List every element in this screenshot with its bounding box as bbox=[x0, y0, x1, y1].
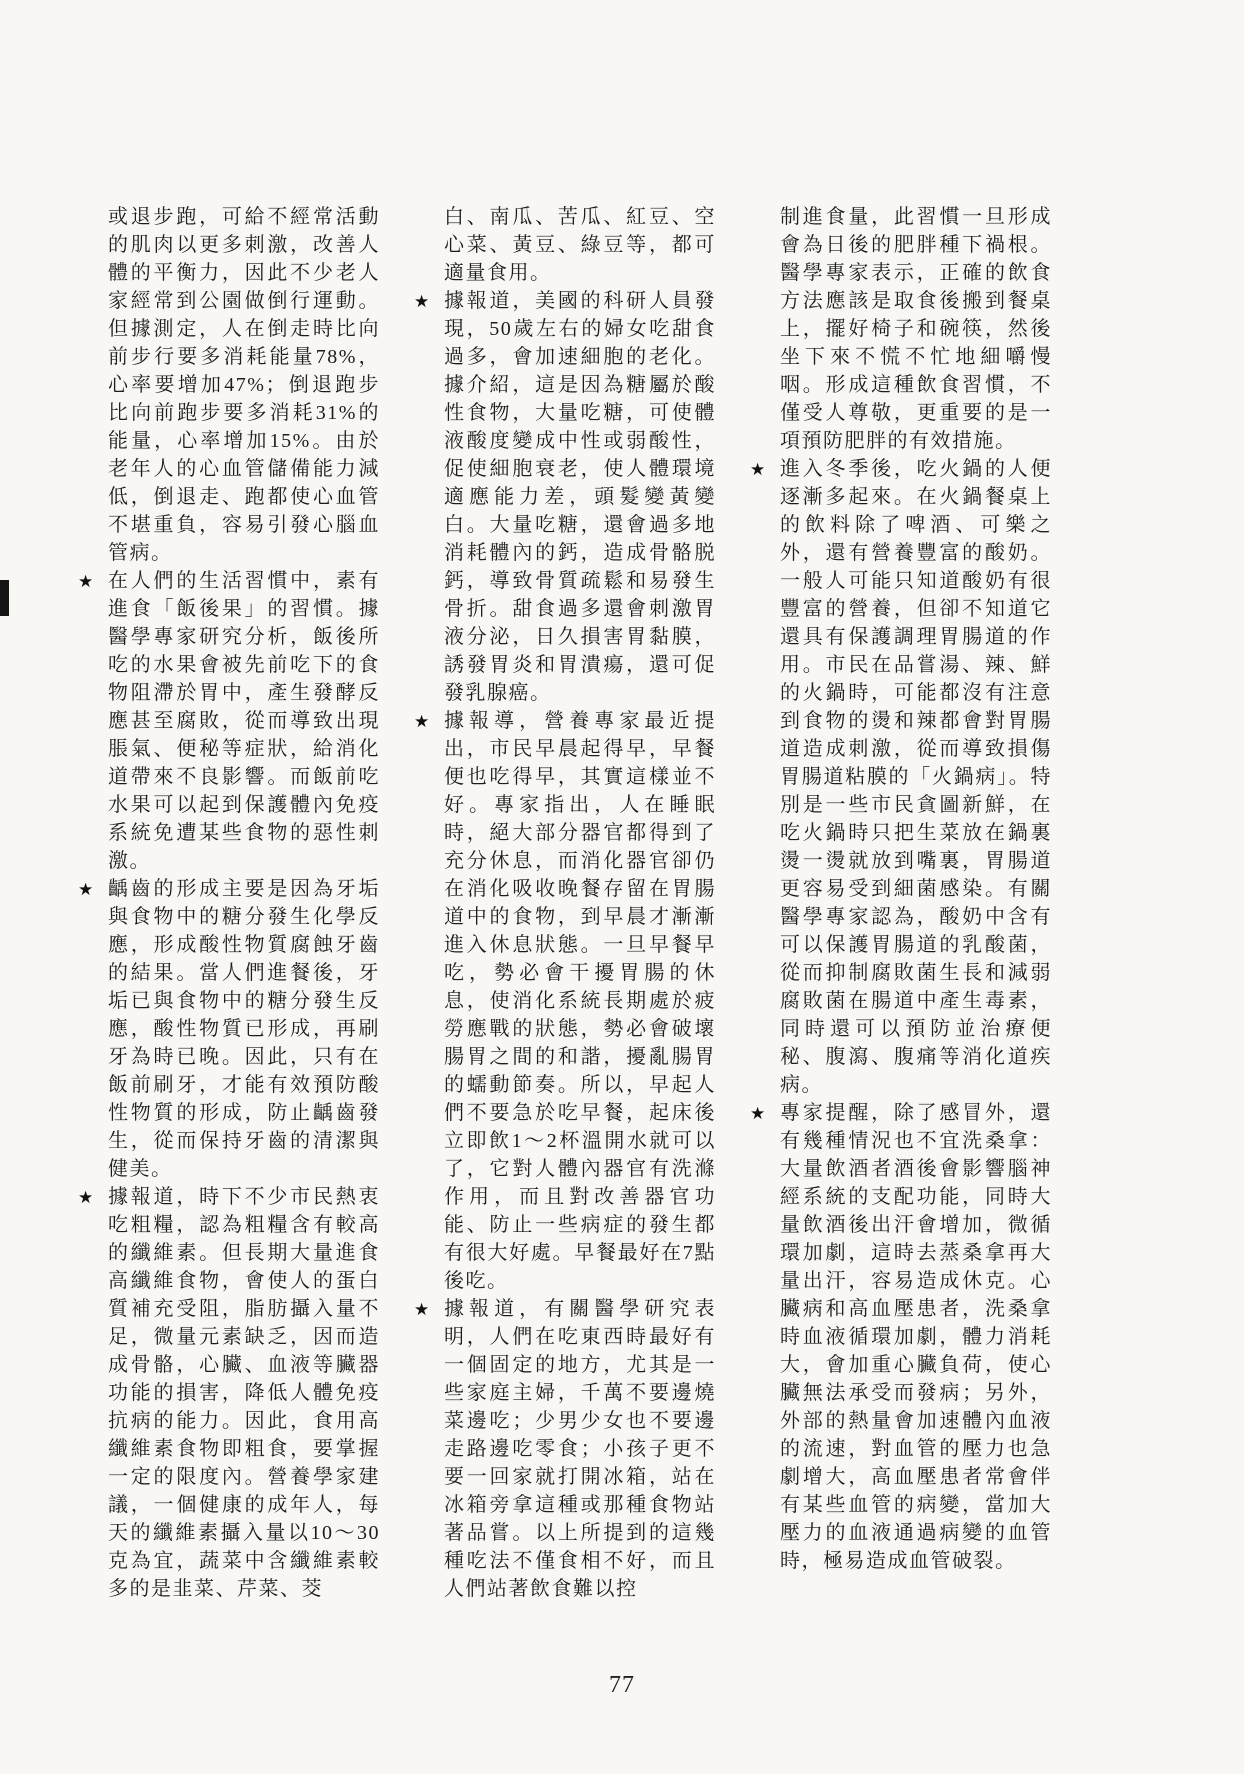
paragraph bbox=[78, 875, 380, 1183]
paragraph bbox=[414, 287, 716, 707]
paragraph bbox=[78, 203, 380, 567]
paragraph-text: 專家提醒，除了感冒外，還有幾種情況也不宜洗桑拿：大量飲酒者酒後會影響腦神經系統的支配功能，同時大量飲酒後出汗會增加，微循環加劇，這時去蒸桑拿再大量出汗，容易造成休克。心臟病和高血壓患者，洗桑拿時血液循環加劇，體力消耗大，會加重心臟負荷，使心臟無法承受而發病；另外，外部的熱量會加速體內血液的流速，對血管的壓力也急劇增大，高血壓患者常會伴有某些血管的病變，當加大壓力的血液通過病變的血管時，極易造成血管破裂。 bbox=[780, 1102, 1052, 1572]
paragraph-text: 在人們的生活習慣中，素有進食「飯後果」的習慣。據醫學專家研究分析，飯後所吃的水果會被先前吃下的食物阻滯於胃中，產生發酵反應甚至腐敗，從而導致出現脹氣、便秘等症狀，給消化道帶來不良影響。而飯前吃水果可以起到保護體內免疫系統免遭某些食物的惡性刺激。 bbox=[108, 570, 380, 872]
page-number: 77 bbox=[609, 1672, 635, 1698]
star-bullet-icon: ★ bbox=[414, 1300, 430, 1319]
star-bullet-icon: ★ bbox=[750, 1104, 766, 1123]
star-bullet-icon: ★ bbox=[78, 1188, 94, 1207]
paragraph bbox=[78, 1183, 380, 1603]
paragraph bbox=[414, 707, 716, 1295]
paragraph-text: 據報道，時下不少市民熱衷吃粗糧，認為粗糧含有較高的纖維素。但長期大量進食高纖維食物，會使人的蛋白質補充受阻，脂肪攝入量不足，微量元素缺乏，因而造成骨骼，心臟、血液等臟器功能的損害，降低人體免疫抗病的能力。因此，食用高纖維素食物即粗食，要掌握一定的限度內。營養學家建議，一個健康的成年人，每天的纖維素攝入量以10～30克為宜，蔬菜中含纖維素較多的是韭菜、芹菜、茭 bbox=[108, 1186, 380, 1600]
paragraph bbox=[414, 1295, 716, 1603]
paragraph-text: 白、南瓜、苦瓜、紅豆、空心菜、黃豆、綠豆等，都可適量食用。 bbox=[444, 206, 716, 284]
text-column-2 bbox=[414, 203, 716, 1603]
star-bullet-icon: ★ bbox=[750, 460, 766, 479]
paragraph bbox=[414, 203, 716, 287]
star-bullet-icon: ★ bbox=[78, 880, 94, 899]
paragraph bbox=[750, 1099, 1052, 1575]
star-bullet-icon: ★ bbox=[414, 712, 430, 731]
text-column-3 bbox=[750, 203, 1052, 1603]
paragraph-text: 據報道，有關醫學研究表明，人們在吃東西時最好有一個固定的地方，尤其是一些家庭主婦，千萬不要邊燒菜邊吃；少男少女也不要邊走路邊吃零食；小孩子更不要一回家就打開冰箱，站在冰箱旁拿這種或那種食物站著品嘗。以上所提到的這幾種吃法不僅食相不好，而且人們站著飲食難以控 bbox=[444, 1298, 716, 1600]
text-column-1 bbox=[78, 203, 380, 1603]
star-bullet-icon: ★ bbox=[78, 572, 94, 591]
page-body bbox=[78, 203, 1052, 1603]
paragraph-text: 據報導，營養專家最近提出，市民早晨起得早，早餐便也吃得早，其實這樣並不好。專家指出，人在睡眠時，絕大部分器官都得到了充分休息，而消化器官卻仍在消化吸收晚餐存留在胃腸道中的食物，到早晨才漸漸進入休息狀態。一旦早餐早吃，勢必會干擾胃腸的休息，使消化系統長期處於疲勞應戰的狀態，勢必會破壞腸胃之間的和諧，擾亂腸胃的蠕動節奏。所以，早起人們不要急於吃早餐，起床後立即飲1～2杯溫開水就可以了，它對人體內器官有洗滌作用，而且對改善器官功能、防止一些病症的發生都有很大好處。早餐最好在7點後吃。 bbox=[444, 710, 716, 1292]
paragraph bbox=[78, 567, 380, 875]
paragraph-text: 進入冬季後，吃火鍋的人便逐漸多起來。在火鍋餐桌上的飲料除了啤酒、可樂之外，還有營養豐富的酸奶。一般人可能只知道酸奶有很豐富的營養，但卻不知道它還具有保護調理胃腸道的作用。市民在品嘗湯、辣、鮮的火鍋時，可能都沒有注意到食物的燙和辣都會對胃腸道造成刺激，從而導致損傷胃腸道粘膜的「火鍋病」。特別是一些市民貪圖新鮮，在吃火鍋時只把生菜放在鍋裏燙一燙就放到嘴裏，胃腸道更容易受到細菌感染。有關醫學專家認為，酸奶中含有可以保護胃腸道的乳酸菌，從而抑制腐敗菌生長和減弱腐敗菌在腸道中產生毒素，同時還可以預防並治療便秘、腹瀉、腹痛等消化道疾病。 bbox=[780, 458, 1052, 1096]
paragraph bbox=[750, 203, 1052, 455]
paragraph-text: 制進食量，此習慣一旦形成會為日後的肥胖種下禍根。醫學專家表示，正確的飲食方法應該是取食後搬到餐桌上，擺好椅子和碗筷，然後坐下來不慌不忙地細嚼慢咽。形成這種飲食習慣，不僅受人尊敬，更重要的是一項預防肥胖的有效措施。 bbox=[780, 206, 1052, 452]
star-bullet-icon: ★ bbox=[414, 292, 430, 311]
paragraph-text: 齲齒的形成主要是因為牙垢與食物中的糖分發生化學反應，形成酸性物質腐蝕牙齒的結果。當人們進餐後，牙垢已與食物中的糖分發生反應，酸性物質已形成，再刷牙為時已晚。因此，只有在飯前刷牙，才能有效預防酸性物質的形成，防止齲齒發生，從而保持牙齒的清潔與健美。 bbox=[108, 878, 380, 1180]
paragraph-text: 據報道，美國的科研人員發現，50歲左右的婦女吃甜食過多，會加速細胞的老化。據介紹，這是因為糖屬於酸性食物，大量吃糖，可使體液酸度變成中性或弱酸性，促使細胞衰老，使人體環境適應能力差，頭髮變黃變白。大量吃糖，還會過多地消耗體內的鈣，造成骨骼脱鈣，導致骨質疏鬆和易發生骨折。甜食過多還會刺激胃液分泌，日久損害胃黏膜，誘發胃炎和胃潰瘍，還可促發乳腺癌。 bbox=[444, 290, 716, 704]
scan-artifact bbox=[0, 580, 9, 616]
paragraph bbox=[750, 455, 1052, 1099]
paragraph-text: 或退步跑，可給不經常活動的肌肉以更多刺激，改善人體的平衡力，因此不少老人家經常到公園做倒行運動。但據測定，人在倒走時比向前步行要多消耗能量78%，心率要增加47%；倒退跑步比向前跑步要多消耗31%的能量，心率增加15%。由於老年人的心血管儲備能力減低，倒退走、跑都使心血管不堪重負，容易引發心腦血管病。 bbox=[108, 206, 380, 564]
